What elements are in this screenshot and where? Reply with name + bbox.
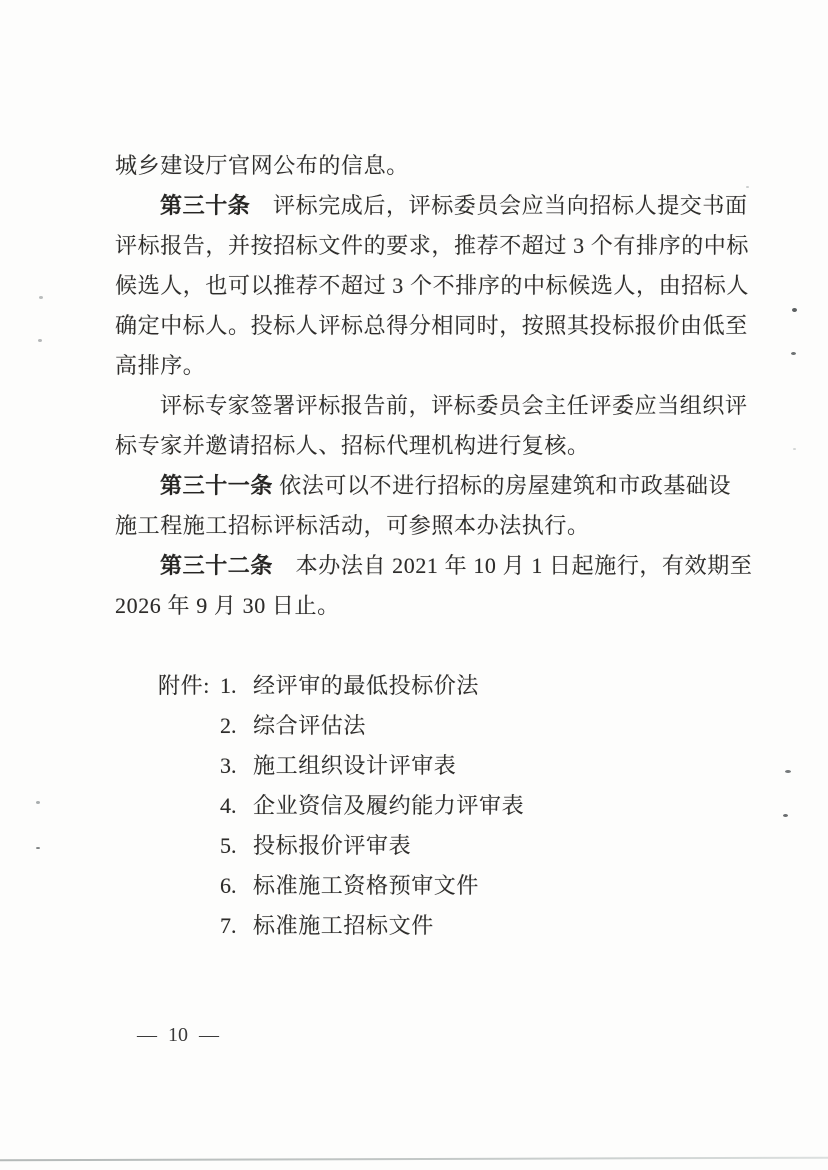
- attachments-label: [158, 706, 220, 746]
- article-number: 第三十条: [160, 193, 251, 218]
- page-number: 10: [168, 1024, 188, 1046]
- attachment-item: [158, 826, 524, 866]
- attachment-item: [158, 666, 524, 706]
- line-text: 城乡建设厅官网公布的信息。: [115, 153, 409, 178]
- line-text: 确定中标人。投标人评标总得分相同时，按照其投标报价由低至: [115, 313, 748, 338]
- attachment-item: [158, 786, 524, 826]
- text-line: [115, 506, 775, 546]
- line-text: 依法可以不进行招标的房屋建筑和市政基础设: [273, 473, 732, 498]
- text-line: [115, 226, 775, 266]
- attachment-number: 5.: [220, 833, 237, 858]
- scan-page-edge: [0, 1157, 828, 1162]
- attachment-number: 6.: [220, 873, 237, 898]
- scan-speck: [793, 448, 796, 450]
- body-text: [115, 146, 775, 626]
- scan-speck: [785, 770, 791, 773]
- line-text: 评标完成后，评标委员会应当向招标人提交书面: [250, 193, 748, 218]
- line-text: 高排序。: [115, 353, 206, 378]
- attachment-number: 1.: [220, 673, 237, 698]
- attachment-number: 4.: [220, 793, 237, 818]
- line-text: 2026 年 9 月 30 日止。: [115, 593, 340, 618]
- scan-speck: [36, 801, 40, 804]
- text-line: [115, 266, 775, 306]
- footer-dash-left: —: [137, 1024, 157, 1046]
- attachment-item: [158, 866, 524, 906]
- text-line: [115, 466, 775, 506]
- attachment-title: 标准施工招标文件: [253, 913, 434, 938]
- scan-speck: [783, 814, 788, 817]
- article-number: 第三十二条: [160, 553, 274, 578]
- footer-dash-right: —: [199, 1024, 219, 1046]
- attachments-label: [158, 866, 220, 906]
- line-text: 评标专家签署评标报告前，评标委员会主任评委应当组织评: [160, 393, 748, 418]
- attachment-item: [158, 906, 524, 946]
- scan-speck: [791, 352, 796, 355]
- line-text: 候选人，也可以推荐不超过 3 个不排序的中标候选人，由招标人: [115, 273, 750, 298]
- text-line: [115, 306, 775, 346]
- attachments-label: 附件:: [158, 673, 210, 698]
- article-number: 第三十一条: [160, 473, 274, 498]
- attachments-list: [158, 666, 524, 946]
- text-line: [115, 346, 775, 386]
- line-text: 评标报告，并按招标文件的要求，推荐不超过 3 个有排序的中标: [115, 233, 750, 258]
- text-line: [115, 546, 775, 586]
- text-line: [115, 586, 775, 626]
- attachment-number: 3.: [220, 753, 237, 778]
- text-line: [115, 386, 775, 426]
- text-line: [115, 146, 775, 186]
- line-text: 标专家并邀请招标人、招标代理机构进行复核。: [115, 433, 590, 458]
- scan-speck: [746, 186, 749, 188]
- attachment-item: [158, 706, 524, 746]
- page-footer: [137, 1015, 219, 1055]
- attachment-title: 经评审的最低投标价法: [253, 673, 480, 698]
- line-text: 施工程施工招标评标活动，可参照本办法执行。: [115, 513, 590, 538]
- attachment-title: 投标报价评审表: [253, 833, 412, 858]
- attachment-number: 7.: [220, 913, 237, 938]
- attachments-label: [158, 906, 220, 946]
- attachments-label: [158, 746, 220, 786]
- attachment-title: 标准施工资格预审文件: [253, 873, 480, 898]
- attachment-title: 企业资信及履约能力评审表: [253, 793, 525, 818]
- attachment-title: 施工组织设计评审表: [253, 753, 457, 778]
- scan-speck: [39, 296, 43, 299]
- line-text: 本办法自 2021 年 10 月 1 日起施行，有效期至: [273, 553, 753, 578]
- scan-speck: [36, 847, 40, 849]
- attachment-title: 综合评估法: [253, 713, 367, 738]
- text-line: [115, 426, 775, 466]
- attachment-item: [158, 746, 524, 786]
- text-line: [115, 186, 775, 226]
- attachments-label: [158, 826, 220, 866]
- attachments-label: [158, 786, 220, 826]
- scan-speck: [38, 339, 42, 342]
- scan-speck: [792, 308, 797, 312]
- attachment-number: 2.: [220, 713, 237, 738]
